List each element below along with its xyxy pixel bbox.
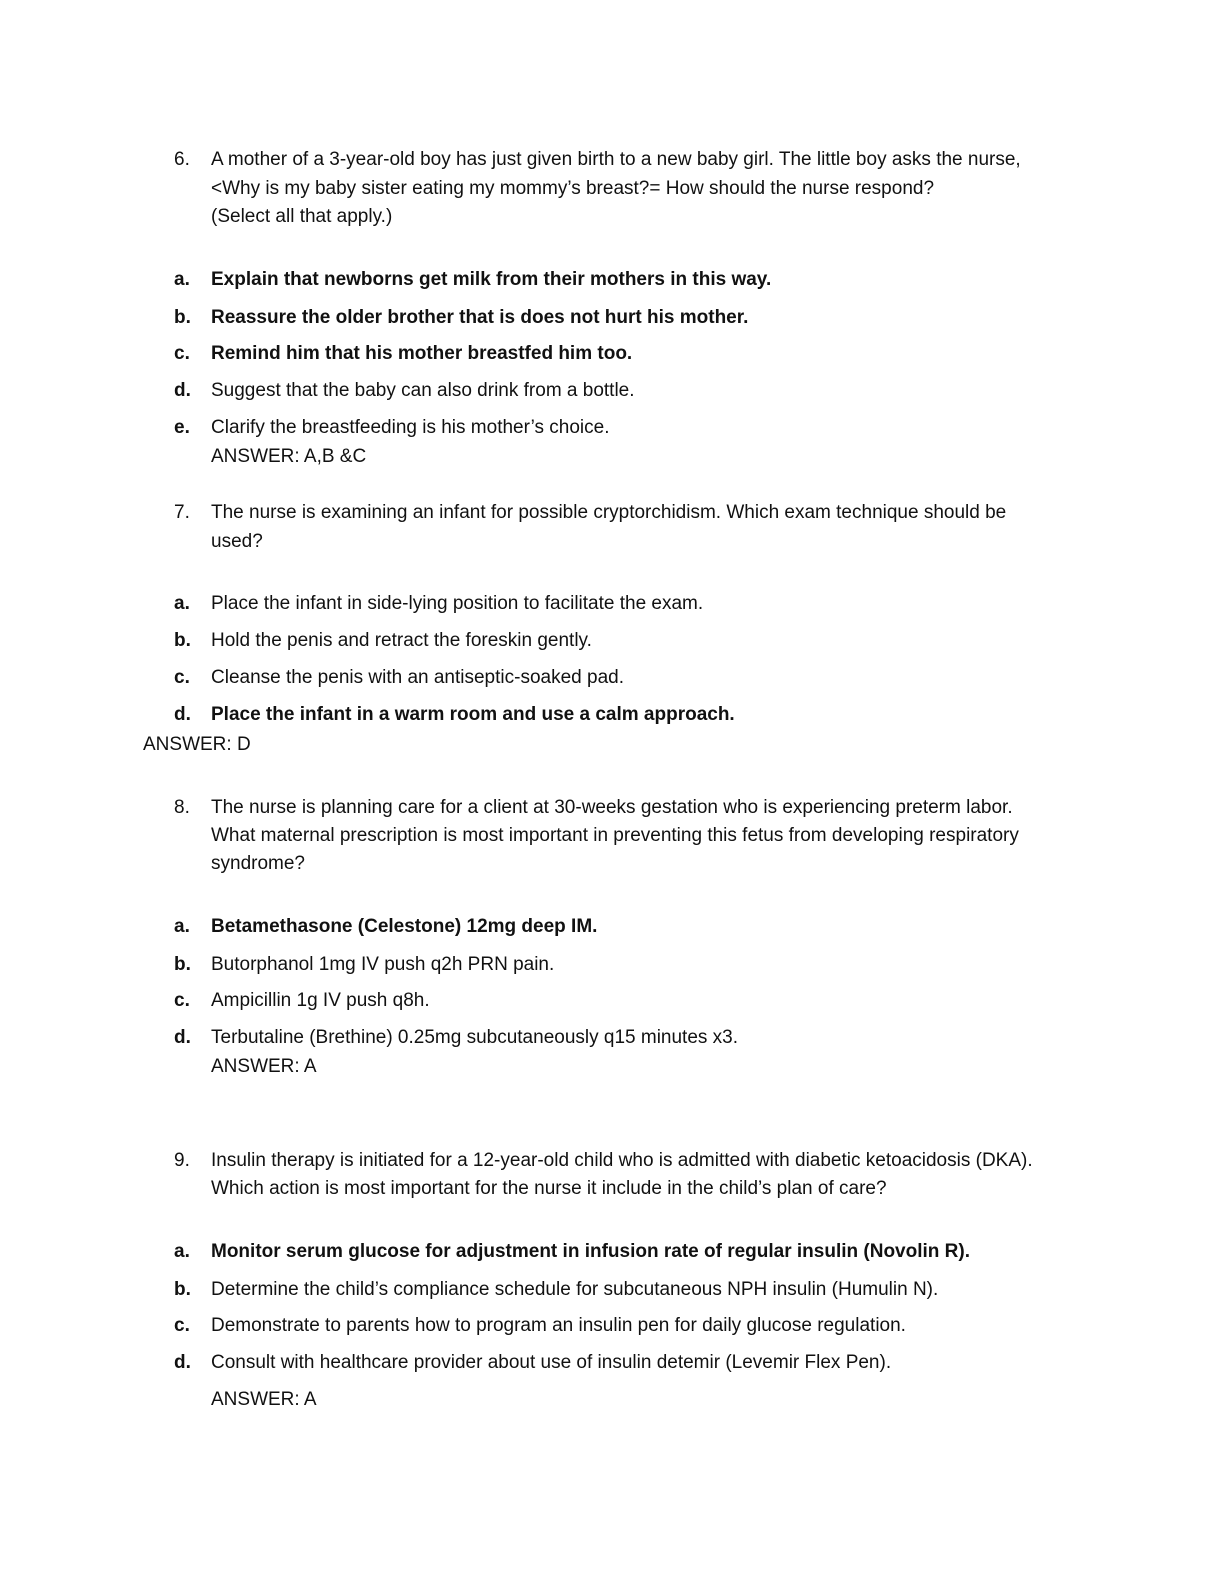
question-text: syndrome? bbox=[211, 853, 305, 874]
option-letter: a. bbox=[174, 916, 190, 937]
answer-text: ANSWER: D bbox=[143, 734, 251, 755]
option-text: Place the infant in side-lying position to facilitate the exam. bbox=[211, 593, 704, 614]
question-text: A mother of a 3-year-old boy has just given birth to a new baby girl. The little boy asks the nurse, bbox=[211, 149, 1021, 170]
option-text: Butorphanol 1mg IV push q2h PRN pain. bbox=[211, 954, 555, 975]
option-letter: d. bbox=[174, 1352, 191, 1373]
option-text: Betamethasone (Celestone) 12mg deep IM. bbox=[211, 916, 598, 937]
option-letter: e. bbox=[174, 417, 190, 438]
question-text: Insulin therapy is initiated for a 12-year-old child who is admitted with diabetic ketoacidosis (DKA). bbox=[211, 1150, 1033, 1171]
question-text: <Why is my baby sister eating my mommy’s breast?= How should the nurse respond? bbox=[211, 178, 935, 199]
option-text: Explain that newborns get milk from their mothers in this way. bbox=[211, 269, 772, 290]
option-text: Demonstrate to parents how to program an insulin pen for daily glucose regulation. bbox=[211, 1315, 906, 1336]
option-text: Consult with healthcare provider about use of insulin detemir (Levemir Flex Pen). bbox=[211, 1352, 892, 1373]
option-letter: c. bbox=[174, 667, 190, 688]
option-letter: d. bbox=[174, 1027, 191, 1048]
option-letter: c. bbox=[174, 990, 190, 1011]
option-letter: d. bbox=[174, 380, 191, 401]
option-text: Suggest that the baby can also drink from a bottle. bbox=[211, 380, 635, 401]
option-letter: b. bbox=[174, 1279, 191, 1300]
question-text: The nurse is examining an infant for possible cryptorchidism. Which exam technique should be bbox=[211, 502, 1007, 523]
option-letter: b. bbox=[174, 630, 191, 651]
option-letter: c. bbox=[174, 343, 190, 364]
question-text: (Select all that apply.) bbox=[211, 206, 393, 227]
option-letter: a. bbox=[174, 593, 190, 614]
option-text: Hold the penis and retract the foreskin gently. bbox=[211, 630, 592, 651]
option-text: Cleanse the penis with an antiseptic-soaked pad. bbox=[211, 667, 624, 688]
option-letter: a. bbox=[174, 1241, 190, 1262]
option-text: Determine the child’s compliance schedule for subcutaneous NPH insulin (Humulin N). bbox=[211, 1279, 939, 1300]
option-letter: b. bbox=[174, 954, 191, 975]
question-text: The nurse is planning care for a client at 30-weeks gestation who is experiencing preterm labor. bbox=[211, 797, 1013, 818]
question-number: 8. bbox=[174, 797, 190, 818]
question-text: used? bbox=[211, 531, 263, 552]
option-letter: a. bbox=[174, 269, 190, 290]
option-text: Reassure the older brother that is does not hurt his mother. bbox=[211, 307, 749, 328]
option-text: Remind him that his mother breastfed him too. bbox=[211, 343, 633, 364]
option-text: Clarify the breastfeeding is his mother’s choice. bbox=[211, 417, 610, 438]
question-text: What maternal prescription is most important in preventing this fetus from developing respiratory bbox=[211, 825, 1019, 846]
option-text: Monitor serum glucose for adjustment in infusion rate of regular insulin (Novolin R). bbox=[211, 1241, 970, 1262]
option-text: Terbutaline (Brethine) 0.25mg subcutaneously q15 minutes x3. bbox=[211, 1027, 739, 1048]
question-number: 9. bbox=[174, 1150, 190, 1171]
answer-text: ANSWER: A bbox=[211, 1389, 317, 1410]
question-number: 6. bbox=[174, 149, 190, 170]
option-letter: c. bbox=[174, 1315, 190, 1336]
option-text: Ampicillin 1g IV push q8h. bbox=[211, 990, 430, 1011]
answer-text: ANSWER: A,B &C bbox=[211, 446, 367, 467]
option-text: Place the infant in a warm room and use a calm approach. bbox=[211, 704, 735, 725]
question-number: 7. bbox=[174, 502, 190, 523]
option-letter: b. bbox=[174, 307, 191, 328]
option-letter: d. bbox=[174, 704, 191, 725]
question-text: Which action is most important for the nurse it include in the child’s plan of care? bbox=[211, 1178, 887, 1199]
answer-text: ANSWER: A bbox=[211, 1056, 317, 1077]
